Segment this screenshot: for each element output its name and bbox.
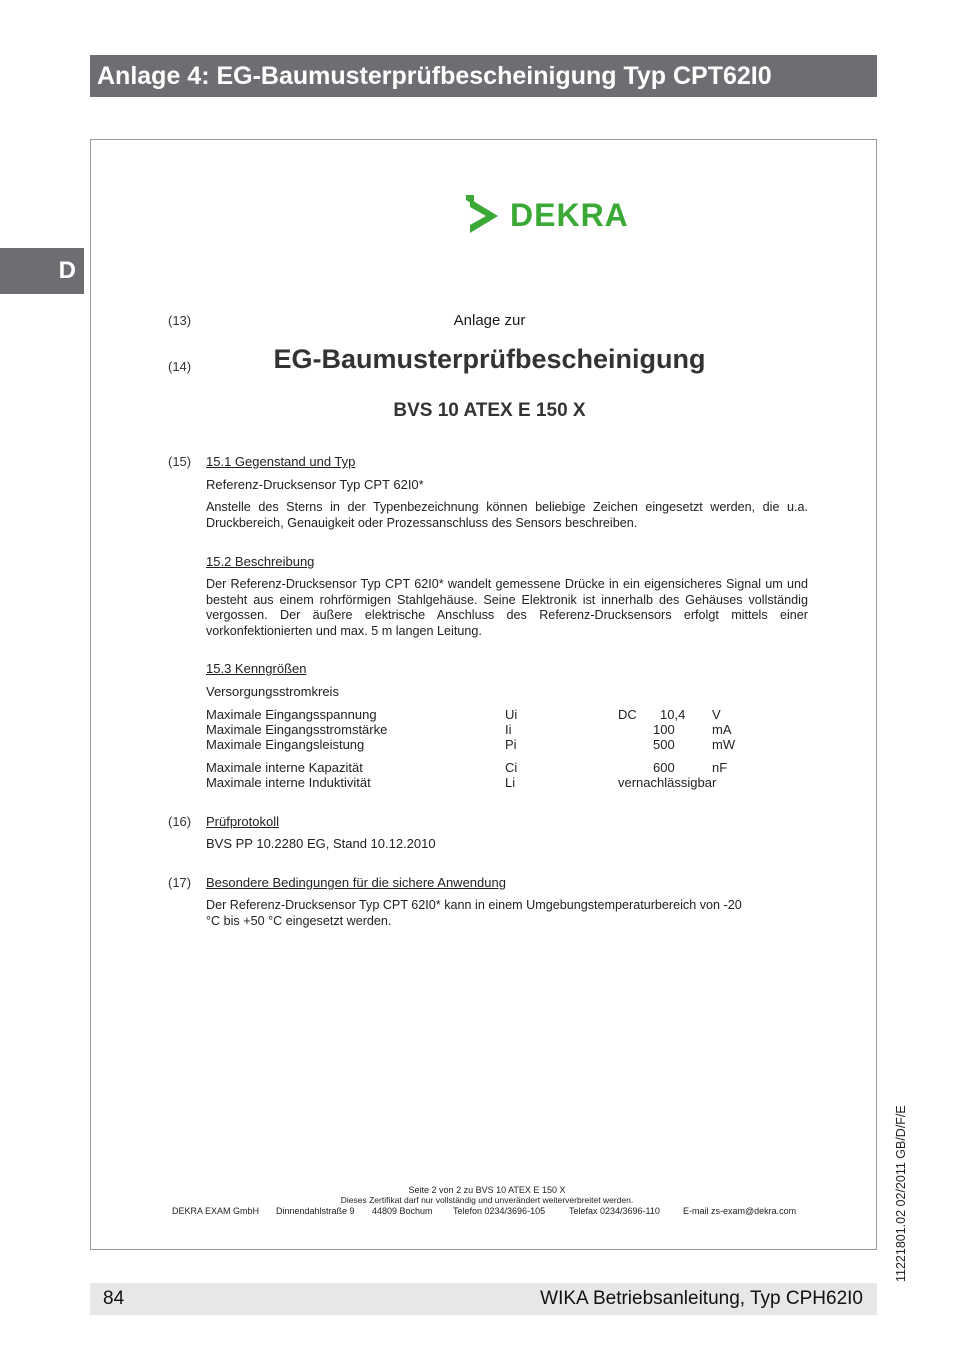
param-label: Maximale interne Kapazität <box>206 760 363 775</box>
item-16-number: (16) <box>168 814 192 829</box>
param-symbol: Ii <box>505 722 512 737</box>
dekra-wordmark: DEKRA <box>510 197 629 233</box>
cert-footer-email: E-mail zs-exam@dekra.com <box>683 1206 797 1216</box>
section-15-2-heading: 15.2 Beschreibung <box>206 554 315 569</box>
param-unit: mA <box>712 722 732 737</box>
manual-title: WIKA Betriebsanleitung, Typ CPH62I0 <box>540 1288 863 1309</box>
dekra-logo <box>466 195 629 237</box>
cert-footer-phone: Telefon 0234/3696-105 <box>453 1206 546 1216</box>
annex-label: Anlage zur <box>453 312 526 329</box>
cert-distribution-notice: Dieses Zertifikat darf nur vollständig und unverändert weiterverbreitet werden. <box>340 1195 634 1205</box>
param-unit: nF <box>712 760 728 775</box>
section-15-2-text: Der Referenz-Drucksensor Typ CPT 62I0* wandelt gemessene Drücke in ein eigensicheres Signal um und besteht aus einem rohrförmigen Stahlgehäuse. Seine Elektronik ist innerhalb des Gehäuses vollständig vergossen. Der äußere elektrische Anschluss des Referenz-Drucksensors erfolgt mittels einer vorkonfektionierten und max. 5 m langen Leitung. <box>206 577 808 638</box>
section-15-3-heading: 15.3 Kenngrößen <box>206 661 307 676</box>
section-header: Anlage 4: EG-Baumusterprüfbescheinigung Typ CPT62I0 <box>90 55 877 97</box>
cert-footer-fax: Telefax 0234/3696-110 <box>569 1206 660 1216</box>
section-15-1-type: Referenz-Drucksensor Typ CPT 62I0* <box>206 477 424 492</box>
param-symbol: Pi <box>505 737 517 752</box>
test-report-text: BVS PP 10.2280 EG, Stand 10.12.2010 <box>206 836 436 851</box>
param-symbol: Li <box>505 775 516 790</box>
cert-page-reference: Seite 2 von 2 zu BVS 10 ATEX E 150 X <box>408 1185 566 1195</box>
special-conditions-heading: Besondere Bedingungen für die sichere Anwendung <box>206 875 506 890</box>
param-value: 600 <box>653 760 675 775</box>
supply-circuit-label: Versorgungsstromkreis <box>206 684 339 699</box>
param-symbol: Ci <box>505 760 518 775</box>
param-label: Maximale Eingangsspannung <box>206 707 377 722</box>
param-value: 500 <box>653 737 675 752</box>
param-value: 10,4 <box>660 707 686 722</box>
item-14-number: (14) <box>168 359 192 374</box>
document-code: 11221801.02 02/2011 GB/D/F/E <box>894 1105 908 1282</box>
certificate-title: EG-Baumusterprüfbescheinigung <box>273 344 706 374</box>
cert-footer-street: Dinnendahlstraße 9 <box>276 1206 355 1216</box>
param-label: Maximale Eingangsstromstärke <box>206 722 388 737</box>
cert-footer-company: DEKRA EXAM GmbH <box>172 1206 260 1216</box>
certificate-number: BVS 10 ATEX E 150 X <box>393 400 586 421</box>
item-15-number: (15) <box>168 454 192 469</box>
section-15-1-heading: 15.1 Gegenstand und Typ <box>206 454 356 469</box>
page-number: 84 <box>103 1288 125 1309</box>
item-13-number: (13) <box>168 313 192 328</box>
param-value: 100 <box>653 722 675 737</box>
param-label: Maximale interne Induktivität <box>206 775 371 790</box>
param-unit: V <box>712 707 721 722</box>
param-value: vernachlässigbar <box>618 775 717 790</box>
test-report-heading: Prüfprotokoll <box>206 814 279 829</box>
item-17-number: (17) <box>168 875 192 890</box>
section-15-1-text: Anstelle des Sterns in der Typenbezeichnung können beliebige Zeichen eingesetzt werden, die u.a. Druckbereich, Genauigkeit oder Prozessanschluss des Sensors beschreiben. <box>206 500 808 530</box>
param-label: Maximale Eingangsleistung <box>206 737 365 752</box>
language-tab: D <box>0 248 84 294</box>
param-unit: mW <box>712 737 736 752</box>
param-prefix: DC <box>618 707 637 722</box>
cert-footer-city: 44809 Bochum <box>372 1206 433 1216</box>
dekra-arrow-icon <box>466 195 502 237</box>
special-conditions-text: Der Referenz-Drucksensor Typ CPT 62I0* kann in einem Umgebungstemperaturbereich von -20 °C bis +50 °C eingesetzt werden. <box>206 898 742 928</box>
page-footer <box>90 1283 877 1315</box>
param-symbol: Ui <box>505 707 518 722</box>
